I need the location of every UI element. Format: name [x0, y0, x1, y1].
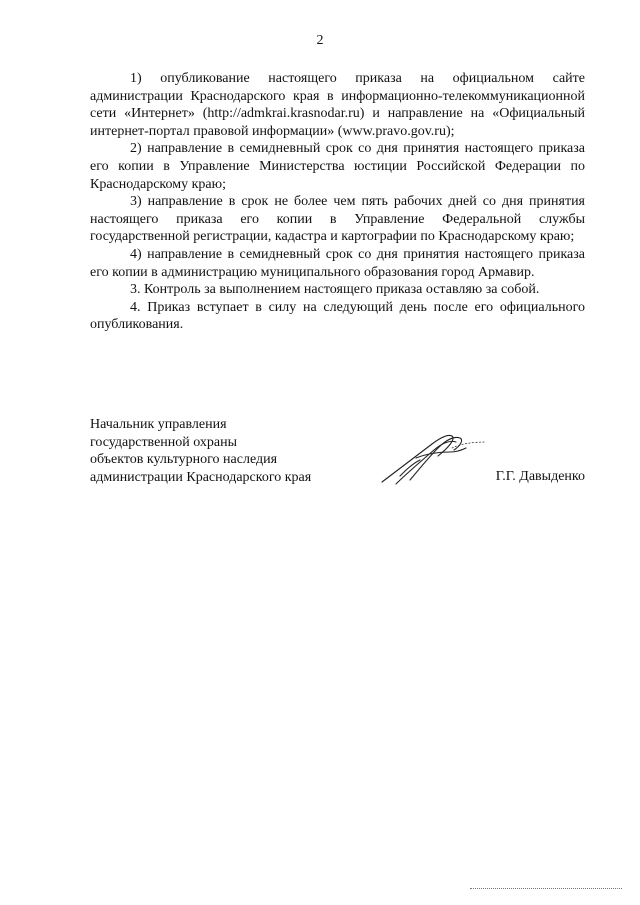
paragraph-item-4: 4) направление в семидневный срок со дня принятия настоящего приказа его копии в администрацию муниципального образования город Армавир. [90, 246, 585, 280]
signer-title-line: государственной охраны [90, 434, 238, 450]
document-body [90, 70, 585, 334]
signature-block [90, 416, 585, 486]
footer-dotted-line [470, 888, 622, 889]
handwritten-signature [376, 430, 488, 488]
paragraph-item-2: 2) направление в семидневный срок со дня принятия настоящего приказа его копии в Управление Министерства юстиции Российской Федерации по Краснодарскому краю; [90, 141, 585, 192]
page-number: 2 [316, 33, 324, 48]
signer-title-line: администрации Краснодарского края [90, 469, 312, 485]
signer-title-line: объектов культурного наследия [90, 452, 278, 468]
paragraph-item-3: 3) направление в срок не более чем пять рабочих дней со дня принятия настоящего приказа его копии в Управление Федеральной службы государственной регистрации, кадастра и картографии по Краснодарскому краю; [90, 194, 585, 245]
signer-name: Г.Г. Давыденко [495, 469, 585, 484]
paragraph-clause-4: 4. Приказ вступает в силу на следующий день после его официального опубликования. [90, 299, 585, 333]
paragraph-clause-3: 3. Контроль за выполнением настоящего приказа оставляю за собой. [130, 282, 540, 298]
signer-title-line: Начальник управления [90, 417, 227, 432]
paragraph-item-1: 1) опубликование настоящего приказа на официальном сайте администрации Краснодарского края в информационно-телекоммуникационной сети «Интернет» (http://admkrai.krasnodar.ru) и направление на «Официальный интернет-портал правовой информации» (www.pravo.gov.ru); [90, 71, 585, 139]
